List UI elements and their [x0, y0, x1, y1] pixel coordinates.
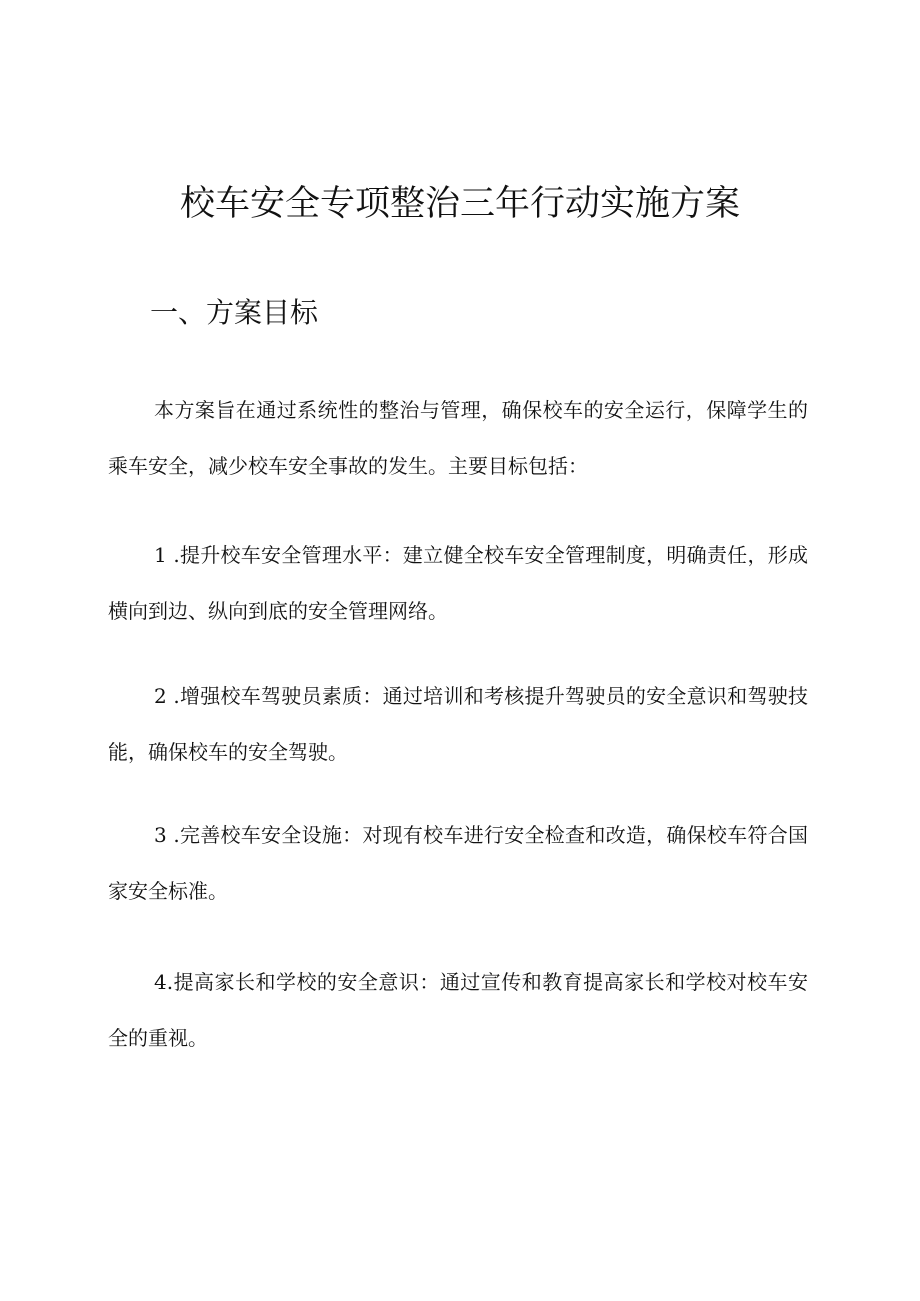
goal-item-4: 4.提高家长和学校的安全意识：通过宣传和教育提高家长和学校对校车安全的重视。 — [108, 970, 808, 1050]
goal-item-2: 2 .增强校车驾驶员素质：通过培训和考核提升驾驶员的安全意识和驾驶技能，确保校车的安全驾驶。 — [108, 684, 808, 764]
goal-item-1: 1 .提升校车安全管理水平：建立健全校车安全管理制度，明确责任，形成横向到边、纵向到底的安全管理网络。 — [108, 543, 808, 623]
intro-paragraph: 本方案旨在通过系统性的整治与管理，确保校车的安全运行，保障学生的乘车安全，减少校车安全事故的发生。主要目标包括： — [108, 398, 808, 478]
section-heading: 一、方案目标 — [150, 296, 319, 329]
goal-item-3: 3 .完善校车安全设施：对现有校车进行安全检查和改造，确保校车符合国家安全标准。 — [108, 823, 808, 903]
document-title: 校车安全专项整治三年行动实施方案 — [179, 184, 740, 224]
